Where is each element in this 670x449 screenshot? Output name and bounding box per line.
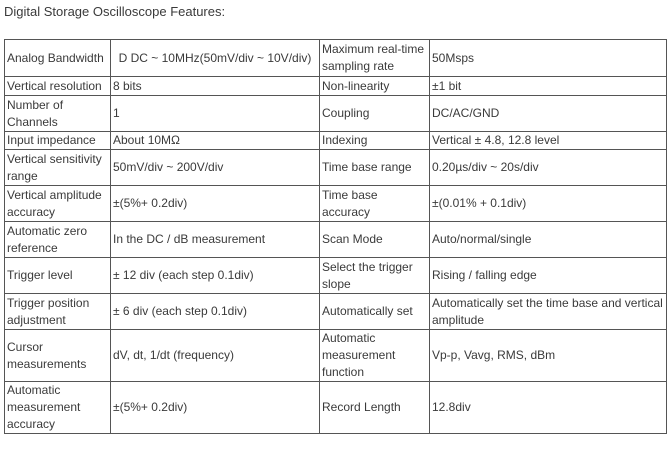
table-row (5, 186, 667, 222)
spec-value: 50Msps (430, 40, 667, 77)
spec-label: Number of Channels (5, 96, 111, 132)
spec-value: DC/AC/GND (430, 96, 667, 132)
spec-label: Scan Mode (320, 222, 430, 258)
spec-label: Automatic measurement accuracy (5, 382, 111, 434)
spec-value: ± 12 div (each step 0.1div) (111, 258, 320, 294)
spec-value: ±(5%+ 0.2div) (111, 186, 320, 222)
spec-label: Cursor measurements (5, 330, 111, 382)
spec-value: In the DC / dB measurement (111, 222, 320, 258)
spec-label: Maximum real-time sampling rate (320, 40, 430, 77)
spec-label: Trigger position adjustment (5, 294, 111, 330)
spec-label: Automatic zero reference (5, 222, 111, 258)
spec-value: 50mV/div ~ 200V/div (111, 150, 320, 186)
spec-value: D DC ~ 10MHz(50mV/div ~ 10V/div) (111, 40, 320, 77)
spec-value: Auto/normal/single (430, 222, 667, 258)
table-row (5, 222, 667, 258)
table-row (5, 294, 667, 330)
spec-value: Vp-p, Vavg, RMS, dBm (430, 330, 667, 382)
spec-label: Non-linearity (320, 77, 430, 96)
spec-label: Vertical sensitivity range (5, 150, 111, 186)
spec-label: Coupling (320, 96, 430, 132)
spec-value: ± 6 div (each step 0.1div) (111, 294, 320, 330)
table-row (5, 77, 667, 96)
spec-label: Vertical amplitude accuracy (5, 186, 111, 222)
spec-label: Time base accuracy (320, 186, 430, 222)
spec-table (4, 39, 667, 434)
spec-value: ±(0.01% + 0.1div) (430, 186, 667, 222)
spec-value: ±(5%+ 0.2div) (111, 382, 320, 434)
table-row (5, 258, 667, 294)
spec-value: About 10MΩ (111, 132, 320, 150)
spec-value: Vertical ± 4.8, 12.8 level (430, 132, 667, 150)
spec-value: 8 bits (111, 77, 320, 96)
spec-label: Automatically set (320, 294, 430, 330)
spec-value: Rising / falling edge (430, 258, 667, 294)
spec-label: Time base range (320, 150, 430, 186)
spec-label: Record Length (320, 382, 430, 434)
table-row (5, 150, 667, 186)
spec-value: dV, dt, 1/dt (frequency) (111, 330, 320, 382)
spec-label: Automatic measurement function (320, 330, 430, 382)
table-row (5, 132, 667, 150)
spec-value: 1 (111, 96, 320, 132)
spec-label: Select the trigger slope (320, 258, 430, 294)
spec-label: Vertical resolution (5, 77, 111, 96)
spec-value: 12.8div (430, 382, 667, 434)
spec-label: Analog Bandwidth (5, 40, 111, 77)
table-row (5, 40, 667, 77)
spec-label: Indexing (320, 132, 430, 150)
table-row (5, 330, 667, 382)
spec-value: 0.20µs/div ~ 20s/div (430, 150, 667, 186)
spec-value: Automatically set the time base and vertical amplitude (430, 294, 667, 330)
spec-label: Input impedance (5, 132, 111, 150)
table-row (5, 96, 667, 132)
spec-label: Trigger level (5, 258, 111, 294)
spec-value: ±1 bit (430, 77, 667, 96)
page-title: Digital Storage Oscilloscope Features: (4, 4, 226, 19)
table-row (5, 382, 667, 434)
